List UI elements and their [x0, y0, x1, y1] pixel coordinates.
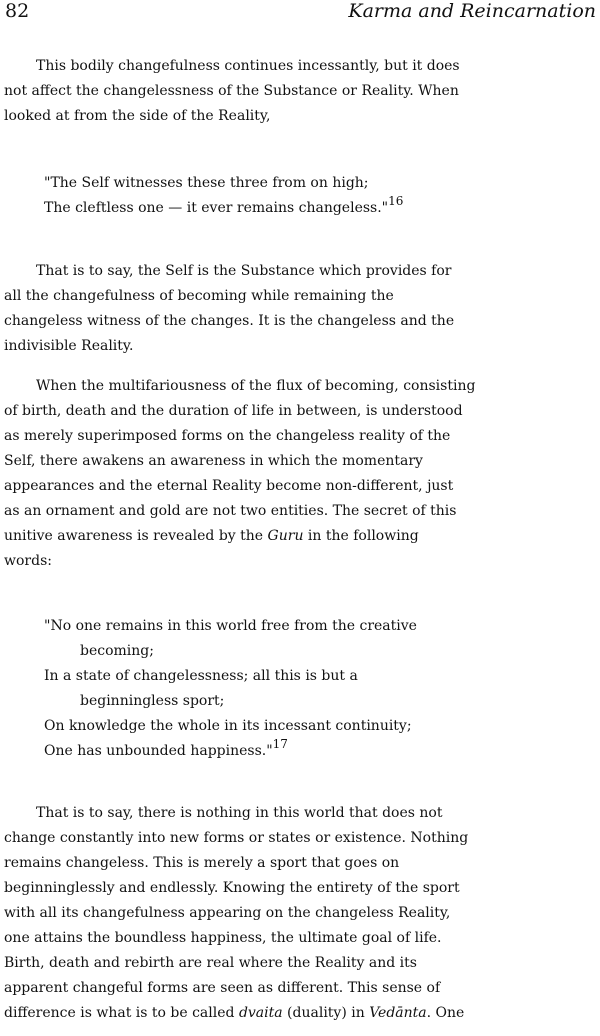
text-line: with all its changefulness appearing on the changeless Reality,	[4, 905, 451, 921]
verse-line: On knowledge the whole in its incessant continuity;	[44, 718, 412, 734]
italic-term-dvaita: dvaita	[238, 1005, 283, 1021]
text-line: one attains the boundless happiness, the ultimate goal of life.	[4, 930, 442, 946]
verse-line-text: The cleftless one — it ever remains changeless."	[44, 200, 389, 216]
italic-term-vedanta: Vedānta	[369, 1005, 427, 1021]
verse-line: In a state of changelessness; all this is but a	[44, 668, 358, 684]
verse-line: beginningless sport;	[80, 693, 225, 709]
text-line: beginninglessly and endlessly. Knowing the entirety of the sport	[4, 880, 460, 896]
text-line: Birth, death and rebirth are real where the Reality and its	[4, 955, 417, 971]
paragraph-nothing-changeless	[4, 801, 598, 1026]
text-line: That is to say, the Self is the Substance which provides for	[36, 263, 452, 279]
text-line: all the changefulness of becoming while remaining the	[4, 288, 394, 304]
verse-line: "The Self witnesses these three from on high;	[44, 175, 369, 191]
text-line: remains changeless. This is merely a sport that goes on	[4, 855, 400, 871]
running-head: Karma and Reincarnation	[348, 0, 596, 22]
verse-line	[44, 196, 584, 221]
text-line: appearances and the eternal Reality become non-different, just	[4, 478, 454, 494]
footnote-17: 17	[272, 737, 288, 751]
text-line: as merely superimposed forms on the changeless reality of the	[4, 428, 451, 444]
text-run: (duality) in	[282, 1005, 370, 1021]
text-line: change constantly into new forms or states or existence. Nothing	[4, 830, 469, 846]
page-number: 82	[5, 0, 30, 22]
paragraph-self-substance	[4, 259, 598, 359]
verse-line	[44, 739, 584, 764]
text-run: difference is what is to be called	[4, 1005, 239, 1021]
text-line: indivisible Reality.	[4, 338, 134, 354]
text-line: This bodily changefulness continues incessantly, but it does	[36, 58, 460, 74]
text-run: . One	[426, 1005, 465, 1021]
paragraph-bodily-changefulness	[4, 54, 598, 129]
text-line: as an ornament and gold are not two entities. The secret of this	[4, 503, 457, 519]
text-run: unitive awareness is revealed by the	[4, 528, 268, 544]
text-line: of birth, death and the duration of life in between, is understood	[4, 403, 463, 419]
page-header	[0, 0, 600, 30]
text-line: apparent changeful forms are seen as different. This sense of	[4, 980, 441, 996]
text-run: in the following	[303, 528, 419, 544]
verse-line: becoming;	[80, 643, 154, 659]
text-line: That is to say, there is nothing in this world that does not	[36, 805, 443, 821]
verse-quote-17	[44, 614, 584, 764]
paragraph-multifariousness	[4, 374, 598, 574]
italic-term-guru: Guru	[267, 528, 304, 544]
text-line: looked at from the side of the Reality,	[4, 108, 271, 124]
footnote-16: 16	[388, 194, 404, 208]
text-line: not affect the changelessness of the Substance or Reality. When	[4, 83, 459, 99]
text-line: Self, there awakens an awareness in which the momentary	[4, 453, 423, 469]
text-line: changeless witness of the changes. It is the changeless and the	[4, 313, 455, 329]
text-line: When the multifariousness of the flux of becoming, consisting	[36, 378, 476, 394]
text-line	[4, 1001, 598, 1026]
verse-quote-16	[44, 171, 584, 221]
verse-line-text: One has unbounded happiness."	[44, 743, 273, 759]
verse-line: "No one remains in this world free from the creative	[44, 618, 417, 634]
text-line: words:	[4, 553, 52, 569]
text-line	[4, 524, 598, 549]
